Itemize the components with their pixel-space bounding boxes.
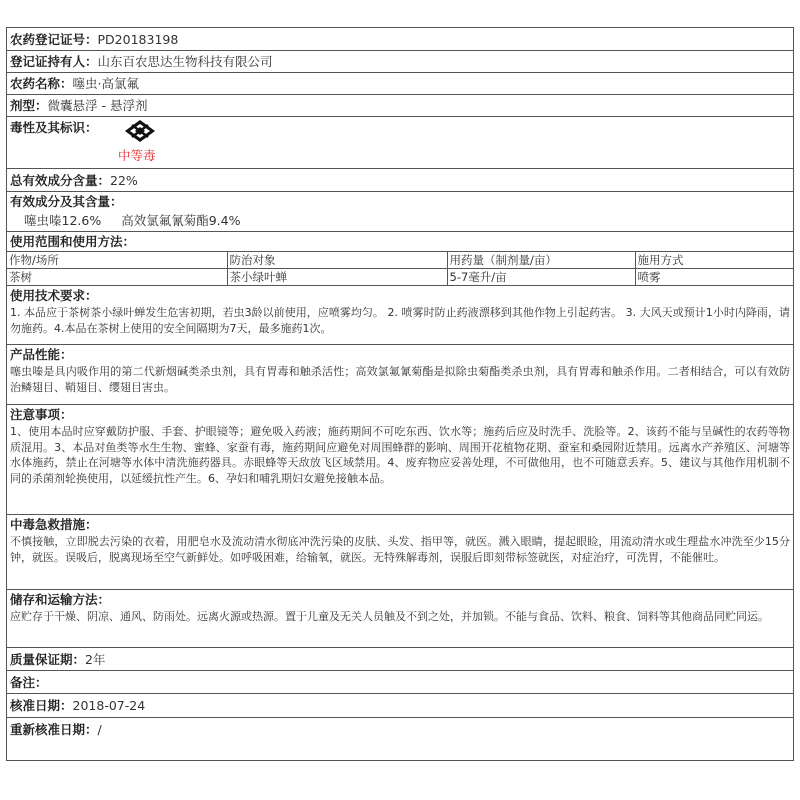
holder-value: 山东百农思达生物科技有限公司 [97,54,273,69]
usage-header-cell: 防治对象 [227,252,447,269]
first-aid-block [7,515,793,590]
usage-label-row [7,232,793,251]
usage-cell-dosage: 5-7毫升/亩 [447,269,635,286]
usage-table-header-row [7,252,793,269]
approval-date-row [7,694,793,718]
formulation-value: 微囊悬浮 - 悬浮剂 [47,98,148,113]
usage-cell-crop: 茶树 [7,269,227,286]
technical-requirements-text: 1. 本品应于茶树茶小绿叶蝉发生危害初期，若虫3龄以前使用，应喷雾均匀。 2. 喷雾时防止药液漂移到其他作物上引起药害。 3. 大风天或预计1小时内降雨，请勿施药。4.本品在茶树上使用的安全间隔期为7天，最多施药1次。 [10,306,790,335]
ingredients-values [10,211,790,230]
product-performance-block [7,345,793,405]
ingredient-item: 噻虫嗪12.6% [24,213,102,228]
total-content-row [7,169,793,192]
holder-label: 登记证持有人： [10,54,98,69]
ingredients-label: 有效成分及其含量： [10,194,123,209]
storage-block [7,590,793,648]
precautions-block [7,405,793,515]
shelf-life-value: 2年 [85,652,106,667]
approval-date-label: 核准日期： [10,698,73,713]
usage-header-cell: 施用方式 [635,252,793,269]
usage-table-row [7,269,793,286]
technical-requirements-label: 使用技术要求： [10,288,98,303]
toxicity-diamond-icon [123,119,157,143]
formulation-row [7,95,793,117]
pesticide-registration-document [6,27,794,761]
remark-row [7,671,793,694]
ingredients-row [7,192,793,232]
first-aid-text: 不慎接触，立即脱去污染的衣着，用肥皂水及流动清水彻底冲洗污染的皮肤、头发、指甲等，就医。溅入眼睛，提起眼睑，用流动清水或生理盐水冲洗至少15分钟，就医。误吸后，脱离现场至空气新鲜处。如呼吸困难，给输氧，就医。无特殊解毒剂，误服后即刻带标签就医，对症治疗，可洗胃，不能催吐。 [10,535,790,564]
reapproval-date-value: / [97,722,102,737]
usage-header-cell: 作物/场所 [7,252,227,269]
formulation-label: 剂型： [10,98,48,113]
usage-section [7,232,793,286]
registration-number-label: 农药登记证号： [10,32,98,47]
toxicity-label: 毒性及其标识： [10,120,98,135]
pesticide-name-label: 农药名称： [10,76,73,91]
usage-table [7,251,793,286]
storage-label: 储存和运输方法： [10,592,111,607]
remark-label: 备注： [10,675,48,690]
usage-header-cell: 用药量（制剂量/亩） [447,252,635,269]
pesticide-name-row [7,73,793,95]
ingredient-item: 高效氯氟氰菊酯9.4% [121,213,241,228]
toxicity-level: 中等毒 [118,148,156,163]
technical-requirements-block [7,286,793,345]
total-content-value: 22% [110,173,138,188]
registration-number-value: PD20183198 [97,32,179,47]
registration-number-row [7,28,793,51]
usage-label: 使用范围和使用方法： [10,234,136,249]
precautions-label: 注意事项： [10,407,73,422]
toxicity-row [7,117,793,169]
holder-row [7,51,793,73]
pesticide-name-value: 噻虫·高氯氟 [72,76,139,91]
product-performance-label: 产品性能： [10,347,73,362]
precautions-text: 1、使用本品时应穿戴防护服、手套、护眼镜等；避免吸入药液；施药期间不可吃东西、饮水等；施药后应及时洗手、洗脸等。2、该药不能与呈碱性的农药等物质混用。3、本品对鱼类等水生生物、蜜蜂、家蚕有毒，施药期间应避免对周围蜂群的影响、周围开花植物花期、蚕室和桑园附近禁用。远离水产养殖区、河塘等水体施药，禁止在河塘等水体中清洗施药器具。赤眼蜂等天敌放飞区域禁用。4、废弃物应妥善处理，不可做他用，也不可随意丢弃。5、建议与其他作用机制不同的杀菌剂轮换使用，以延缓抗性产生。6、孕妇和哺乳期妇女避免接触本品。 [10,425,790,485]
reapproval-date-label: 重新核准日期： [10,722,98,737]
product-performance-text: 噻虫嗪是具内吸作用的第二代新烟碱类杀虫剂，具有胃毒和触杀活性；高效氯氟氰菊酯是拟除虫菊酯类杀虫剂，具有胃毒和触杀作用。二者相结合，可以有效防治鳞翅目、鞘翅目、缨翅目害虫。 [10,365,790,394]
reapproval-date-row [7,718,793,742]
shelf-life-label: 质量保证期： [10,652,86,667]
storage-text: 应贮存于干燥、阴凉、通风、防雨处。远离火源或热源。置于儿童及无关人员触及不到之处，并加锁。不能与食品、饮料、粮食、饲料等其他商品同贮同运。 [10,610,769,623]
first-aid-label: 中毒急救措施： [10,517,98,532]
usage-cell-target: 茶小绿叶蝉 [227,269,447,286]
total-content-label: 总有效成分含量： [10,173,111,188]
shelf-life-row [7,648,793,671]
approval-date-value: 2018-07-24 [72,698,146,713]
usage-cell-method: 喷雾 [635,269,793,286]
